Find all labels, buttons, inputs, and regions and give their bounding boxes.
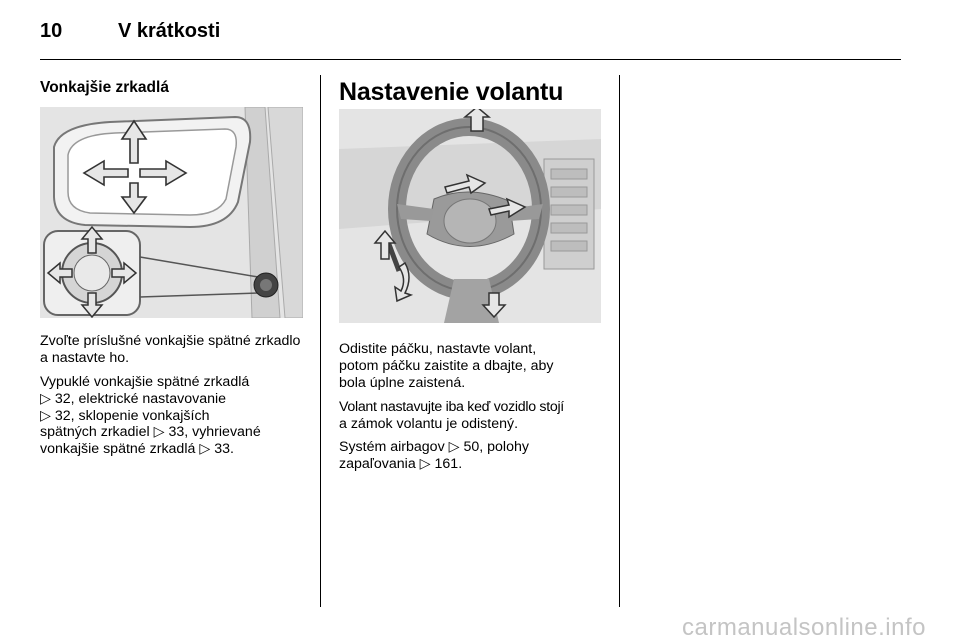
ref-line: Vypuklé vonkajšie spätné zrkadlá <box>40 374 250 390</box>
column-divider-1 <box>320 75 321 607</box>
steering-references-text <box>339 439 614 473</box>
ref-line: zapaľovania <box>339 455 420 472</box>
ref-line: vonkajšie spätné zrkadlá <box>40 441 200 458</box>
section-heading-mirrors: Vonkajšie zrkadlá <box>40 79 169 96</box>
ref-line: spätných zrkadiel <box>40 424 154 441</box>
cross-ref-icon: ▷ <box>40 407 51 424</box>
steering-instruction-text <box>339 341 614 391</box>
text-line: bola úplne zaistená. <box>339 374 466 391</box>
cross-ref-icon: ▷ <box>448 439 460 455</box>
watermark: carmanualsonline.info <box>682 614 926 641</box>
ref-line: 32, sklopenie vonkajších <box>54 407 210 424</box>
mirror-references-text <box>40 374 310 458</box>
page-number: 10 <box>40 20 63 42</box>
steering-warning-text <box>339 399 614 433</box>
cross-ref-icon: ▷ <box>199 441 211 458</box>
page-header-title: V krátkosti <box>118 20 221 42</box>
text-line: Volant nastavujte iba keď vozidlo stojí <box>339 399 564 415</box>
mirror-illustration <box>40 107 303 318</box>
ref-line: 33, vyhrievané <box>168 424 261 441</box>
mirror-instruction-text: Zvoľte príslušné vonkajšie spätné zrkadlo a nastavte ho. <box>40 333 301 366</box>
column-divider-2 <box>619 75 620 607</box>
text-line: Odistite páčku, nastavte volant, <box>339 341 537 357</box>
cross-ref-icon: ▷ <box>419 455 431 472</box>
cross-ref-icon: ▷ <box>153 424 165 441</box>
text-line: a zámok volantu je odistený. <box>339 415 519 432</box>
steering-wheel-illustration <box>339 109 601 323</box>
ref-line: Systém airbagov <box>339 439 449 455</box>
ref-line: 50, polohy <box>463 439 529 455</box>
text-line: potom páčku zaistite a dbajte, aby <box>339 357 554 374</box>
cross-ref-icon: ▷ <box>40 390 51 407</box>
ref-line: 161. <box>434 455 463 472</box>
header-divider <box>40 59 901 60</box>
ref-line: 32, elektrické nastavovanie <box>54 390 227 407</box>
ref-line: 33. <box>214 441 234 458</box>
section-heading-steering: Nastavenie volantu <box>339 78 564 106</box>
